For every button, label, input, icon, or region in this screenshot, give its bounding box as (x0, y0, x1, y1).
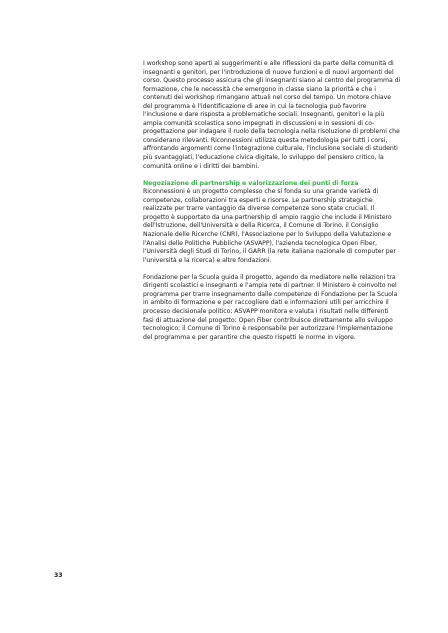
body-paragraph: I workshop sono aperti ai suggerimenti e alle riflessioni da parte della comunità di insegnanti e genitori, per l'introduzione di nuove funzioni e di nuovi argomenti del corso. Questo processo assicura che gli insegnanti siano al centro del programma di formazione, che le necessità che emergono in classe siano la priorità e che i contenuti dei workshop rimangano attuali nel corso del tempo. Un motore chiave del programma è l'identificazione di aree in cui la tecnologia può favorire l'inclusione e dare risposta a problematiche sociali. Insegnanti, genitori e la più ampia comunità scolastica sono impegnati in discussioni e in sessioni di co-progettazione per indagare il ruolo della tecnologia nella risoluzione di problemi che considerano rilevanti. Riconnessioni utilizza questa metodologia per tutti i corsi, affrontando argomenti come l'integrazione culturale, l'inclusione sociale di studenti più svantaggiati, l'educazione civica digitale, lo sviluppo del pensiero critico, la comunità online e i diritti dei bambini. (143, 60, 401, 170)
page-number: 33 (54, 572, 63, 579)
body-paragraph: Riconnessioni è un progetto complesso che si fonda su una grande varietà di competenze, collaborazioni tra esperti e risorse. Le partnership strategiche realizzate per trarre vantaggio da diverse competenze sono state cruciali. Il progetto è supportato da una partnership di ampio raggio che include il Ministero dell'Istruzione, dell'Università e della Ricerca, il Comune di Torino, il Consiglio Nazionale delle Ricerche (CNR), l'Associazione per lo Sviluppo della Valutazione e l'Analisi delle Politiche Pubbliche (ASVAPP), l'azienda tecnologica Open Fiber, l'Università degli Studi di Torino, il GARR (la rete italiana nazionale di computer per l'università e la ricerca) e altre fondazioni. (143, 188, 396, 264)
paragraph-spacer (143, 171, 401, 180)
body-paragraph: Fondazione per la Scuola guida il progetto, agendo da mediatore nelle relazioni tra dirigenti scolastici e insegnanti e l'ampia rete di partner. Il Ministero è coinvolto nel programma per trarre insegnamento dalle competenze di Fondazione per la Scuola in ambito di formazione e per raccogliere dati e informazioni utili per arricchire il processo decisionale politico; ASVAPP monitora e valuta i risultati nelle differenti fasi di attuazione del progetto; Open Fiber contribuisce direttamente allo sviluppo tecnologico; il Comune di Torino è responsabile per autorizzare l'implementazione del programma e per garantire che questo rispetti le norme in vigore. (143, 273, 398, 341)
paragraph-spacer (143, 265, 401, 274)
text-column (143, 60, 401, 342)
section-heading: Negoziazione di partnership e valorizzazione dei punti di forza (143, 179, 359, 187)
